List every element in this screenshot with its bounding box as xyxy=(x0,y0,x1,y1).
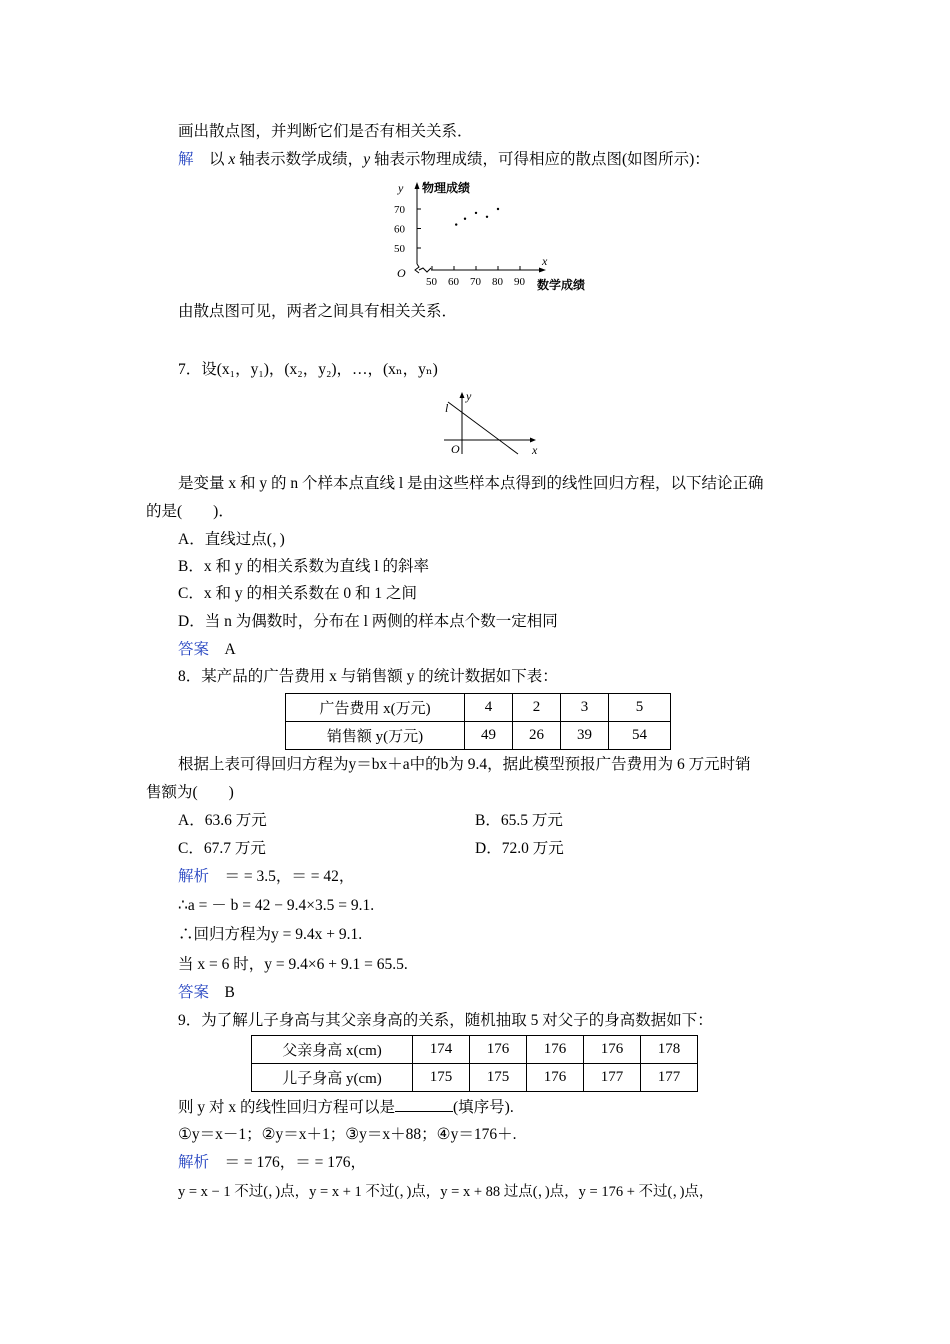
q9-data-table xyxy=(251,1035,698,1092)
table-row xyxy=(286,694,671,722)
table-row xyxy=(252,1036,698,1064)
y-axis-name: 物理成绩 xyxy=(422,181,471,195)
q8-option-c: C．67.7 万元 xyxy=(178,840,266,857)
analysis-label: 解析 xyxy=(178,1154,210,1171)
x-tick-label: 90 xyxy=(514,276,525,288)
q8-option-b: B．65.5 万元 xyxy=(475,812,563,829)
table-cell: 广告费用 x(万元) xyxy=(286,694,465,722)
y-tick-label: 50 xyxy=(394,243,405,255)
q7-intro: 7．设(x₁，y₁)，(x₂，y₂)，…，(xₙ，yₙ) xyxy=(178,361,438,378)
table-cell: 175 xyxy=(413,1064,470,1092)
x-axis-name: 数学成绩 xyxy=(537,278,586,292)
q8-stem-line2: 售额为( ) xyxy=(146,784,234,801)
y-axis-arrow xyxy=(415,182,420,189)
axis-break-icon xyxy=(415,264,419,273)
table-cell: 3 xyxy=(561,694,609,722)
table-cell: 176 xyxy=(527,1036,584,1064)
scatter-point xyxy=(455,223,457,225)
diagram-origin-label: O xyxy=(451,442,460,456)
answer-value: A xyxy=(224,641,236,658)
table-cell: 178 xyxy=(641,1036,698,1064)
solution-line: 解 以 x 轴表示数学成绩，y 轴表示物理成绩，可得相应的散点图(如图所示)： xyxy=(178,151,710,168)
diagram-y-arrow xyxy=(460,392,465,398)
diagram-x-arrow xyxy=(530,438,536,443)
q8-data-table xyxy=(285,693,671,750)
q9-intro: 9．为了解儿子身高与其父亲身高的关系，随机抽取 5 对父子的身高数据如下： xyxy=(178,1012,713,1029)
table-cell: 177 xyxy=(641,1064,698,1092)
diagram-y-label: y xyxy=(466,389,472,403)
table-cell: 儿子身高 y(cm) xyxy=(252,1064,413,1092)
axis-break-x-icon xyxy=(419,268,431,272)
paragraph-conclusion: 由散点图可见，两者之间具有相关关系． xyxy=(178,303,458,320)
table-cell: 4 xyxy=(465,694,513,722)
q7-option-c: C．x 和 y 的相关系数在 0 和 1 之间 xyxy=(178,585,417,602)
q8-option-a: A．63.6 万元 xyxy=(178,812,267,829)
y-axis-var: y xyxy=(398,181,404,195)
q8-stem-line1: 根据上表可得回归方程为y＝bx＋a中的b为 9.4，据此模型预报广告费用为 6 万元时销 xyxy=(178,756,751,773)
q8-analysis-line2: ∴a = － b = 42 − 9.4×3.5 = 9.1. xyxy=(178,897,375,914)
table-cell: 176 xyxy=(527,1064,584,1092)
q7-option-a: A．直线过点(，) xyxy=(178,531,285,548)
table-cell: 174 xyxy=(413,1036,470,1064)
scatter-point xyxy=(475,212,477,214)
q8-analysis-line1: 解析 ＝ = 3.5，＝ = 42， xyxy=(178,868,355,885)
q7-stem-line1: 是变量 x 和 y 的 n 个样本点直线 l 是由这些样本点得到的线性回归方程，以下结论正确 xyxy=(178,475,764,492)
table-cell: 175 xyxy=(470,1064,527,1092)
answer-value: B xyxy=(224,984,235,1001)
x-axis-var: x xyxy=(542,254,548,268)
x-tick-label: 70 xyxy=(470,276,481,288)
q8-intro: 8．某产品的广告费用 x 与销售额 y 的统计数据如下表： xyxy=(178,668,558,685)
q8-analysis-line4: 当 x = 6 时，y = 9.4×6 + 9.1 = 65.5. xyxy=(178,956,408,973)
q7-option-d: D．当 n 为偶数时，分布在 l 两侧的样本点个数一定相同 xyxy=(178,613,558,630)
x-tick-label: 50 xyxy=(426,276,437,288)
table-cell: 5 xyxy=(609,694,671,722)
q8-analysis-line3: ∴回归方程为y = 9.4x + 9.1. xyxy=(178,926,363,943)
table-cell: 销售额 y(万元) xyxy=(286,722,465,750)
x-tick-label: 80 xyxy=(492,276,503,288)
regression-line-diagram xyxy=(440,388,550,460)
scatter-point xyxy=(497,208,499,210)
scatter-point xyxy=(486,216,488,218)
table-cell: 26 xyxy=(513,722,561,750)
q8-option-d: D．72.0 万元 xyxy=(475,840,564,857)
table-cell: 54 xyxy=(609,722,671,750)
origin-label: O xyxy=(397,266,406,280)
table-cell: 177 xyxy=(584,1064,641,1092)
q8-answer-line xyxy=(178,983,235,1003)
table-row xyxy=(252,1064,698,1092)
table-cell: 2 xyxy=(513,694,561,722)
x-tick-label: 60 xyxy=(448,276,459,288)
table-cell: 49 xyxy=(465,722,513,750)
q7-option-b: B．x 和 y 的相关系数为直线 l 的斜率 xyxy=(178,558,430,575)
answer-label: 答案 xyxy=(178,984,210,1001)
q9-analysis-line1: 解析 ＝ = 176，＝ = 176， xyxy=(178,1154,366,1171)
table-cell: 父亲身高 x(cm) xyxy=(252,1036,413,1064)
q7-answer-line xyxy=(178,640,236,660)
table-cell: 176 xyxy=(470,1036,527,1064)
paragraph-draw-scatter: 画出散点图，并判断它们是否有相关关系． xyxy=(178,123,473,140)
scatter-point xyxy=(464,218,466,220)
diagram-x-label: x xyxy=(532,443,538,457)
x-axis-arrow xyxy=(539,268,546,273)
table-cell: 176 xyxy=(584,1036,641,1064)
y-tick-label: 70 xyxy=(394,204,405,216)
answer-blank[interactable] xyxy=(395,1097,453,1112)
table-row xyxy=(286,722,671,750)
analysis-label: 解析 xyxy=(178,868,210,885)
q9-stem-line1: 则 y 对 x 的线性回归方程可以是 (填序号). xyxy=(178,1099,514,1116)
solution-label: 解 xyxy=(178,151,194,168)
table-cell: 39 xyxy=(561,722,609,750)
q9-options: ①y＝x－1；②y＝x＋1；③y＝x＋88；④y＝176＋. xyxy=(178,1126,517,1143)
answer-label: 答案 xyxy=(178,641,210,658)
q9-analysis-line2: y = x − 1 不过(，)点，y = x + 1 不过(，)点，y = x + 88 过点(，)点，y = 176 + 不过(，)点， xyxy=(178,1184,714,1200)
q7-stem-line2: 的是( )． xyxy=(146,503,234,520)
diagram-l-label: l xyxy=(445,401,449,415)
y-tick-label: 60 xyxy=(394,223,405,236)
scatter-plot xyxy=(390,178,600,294)
